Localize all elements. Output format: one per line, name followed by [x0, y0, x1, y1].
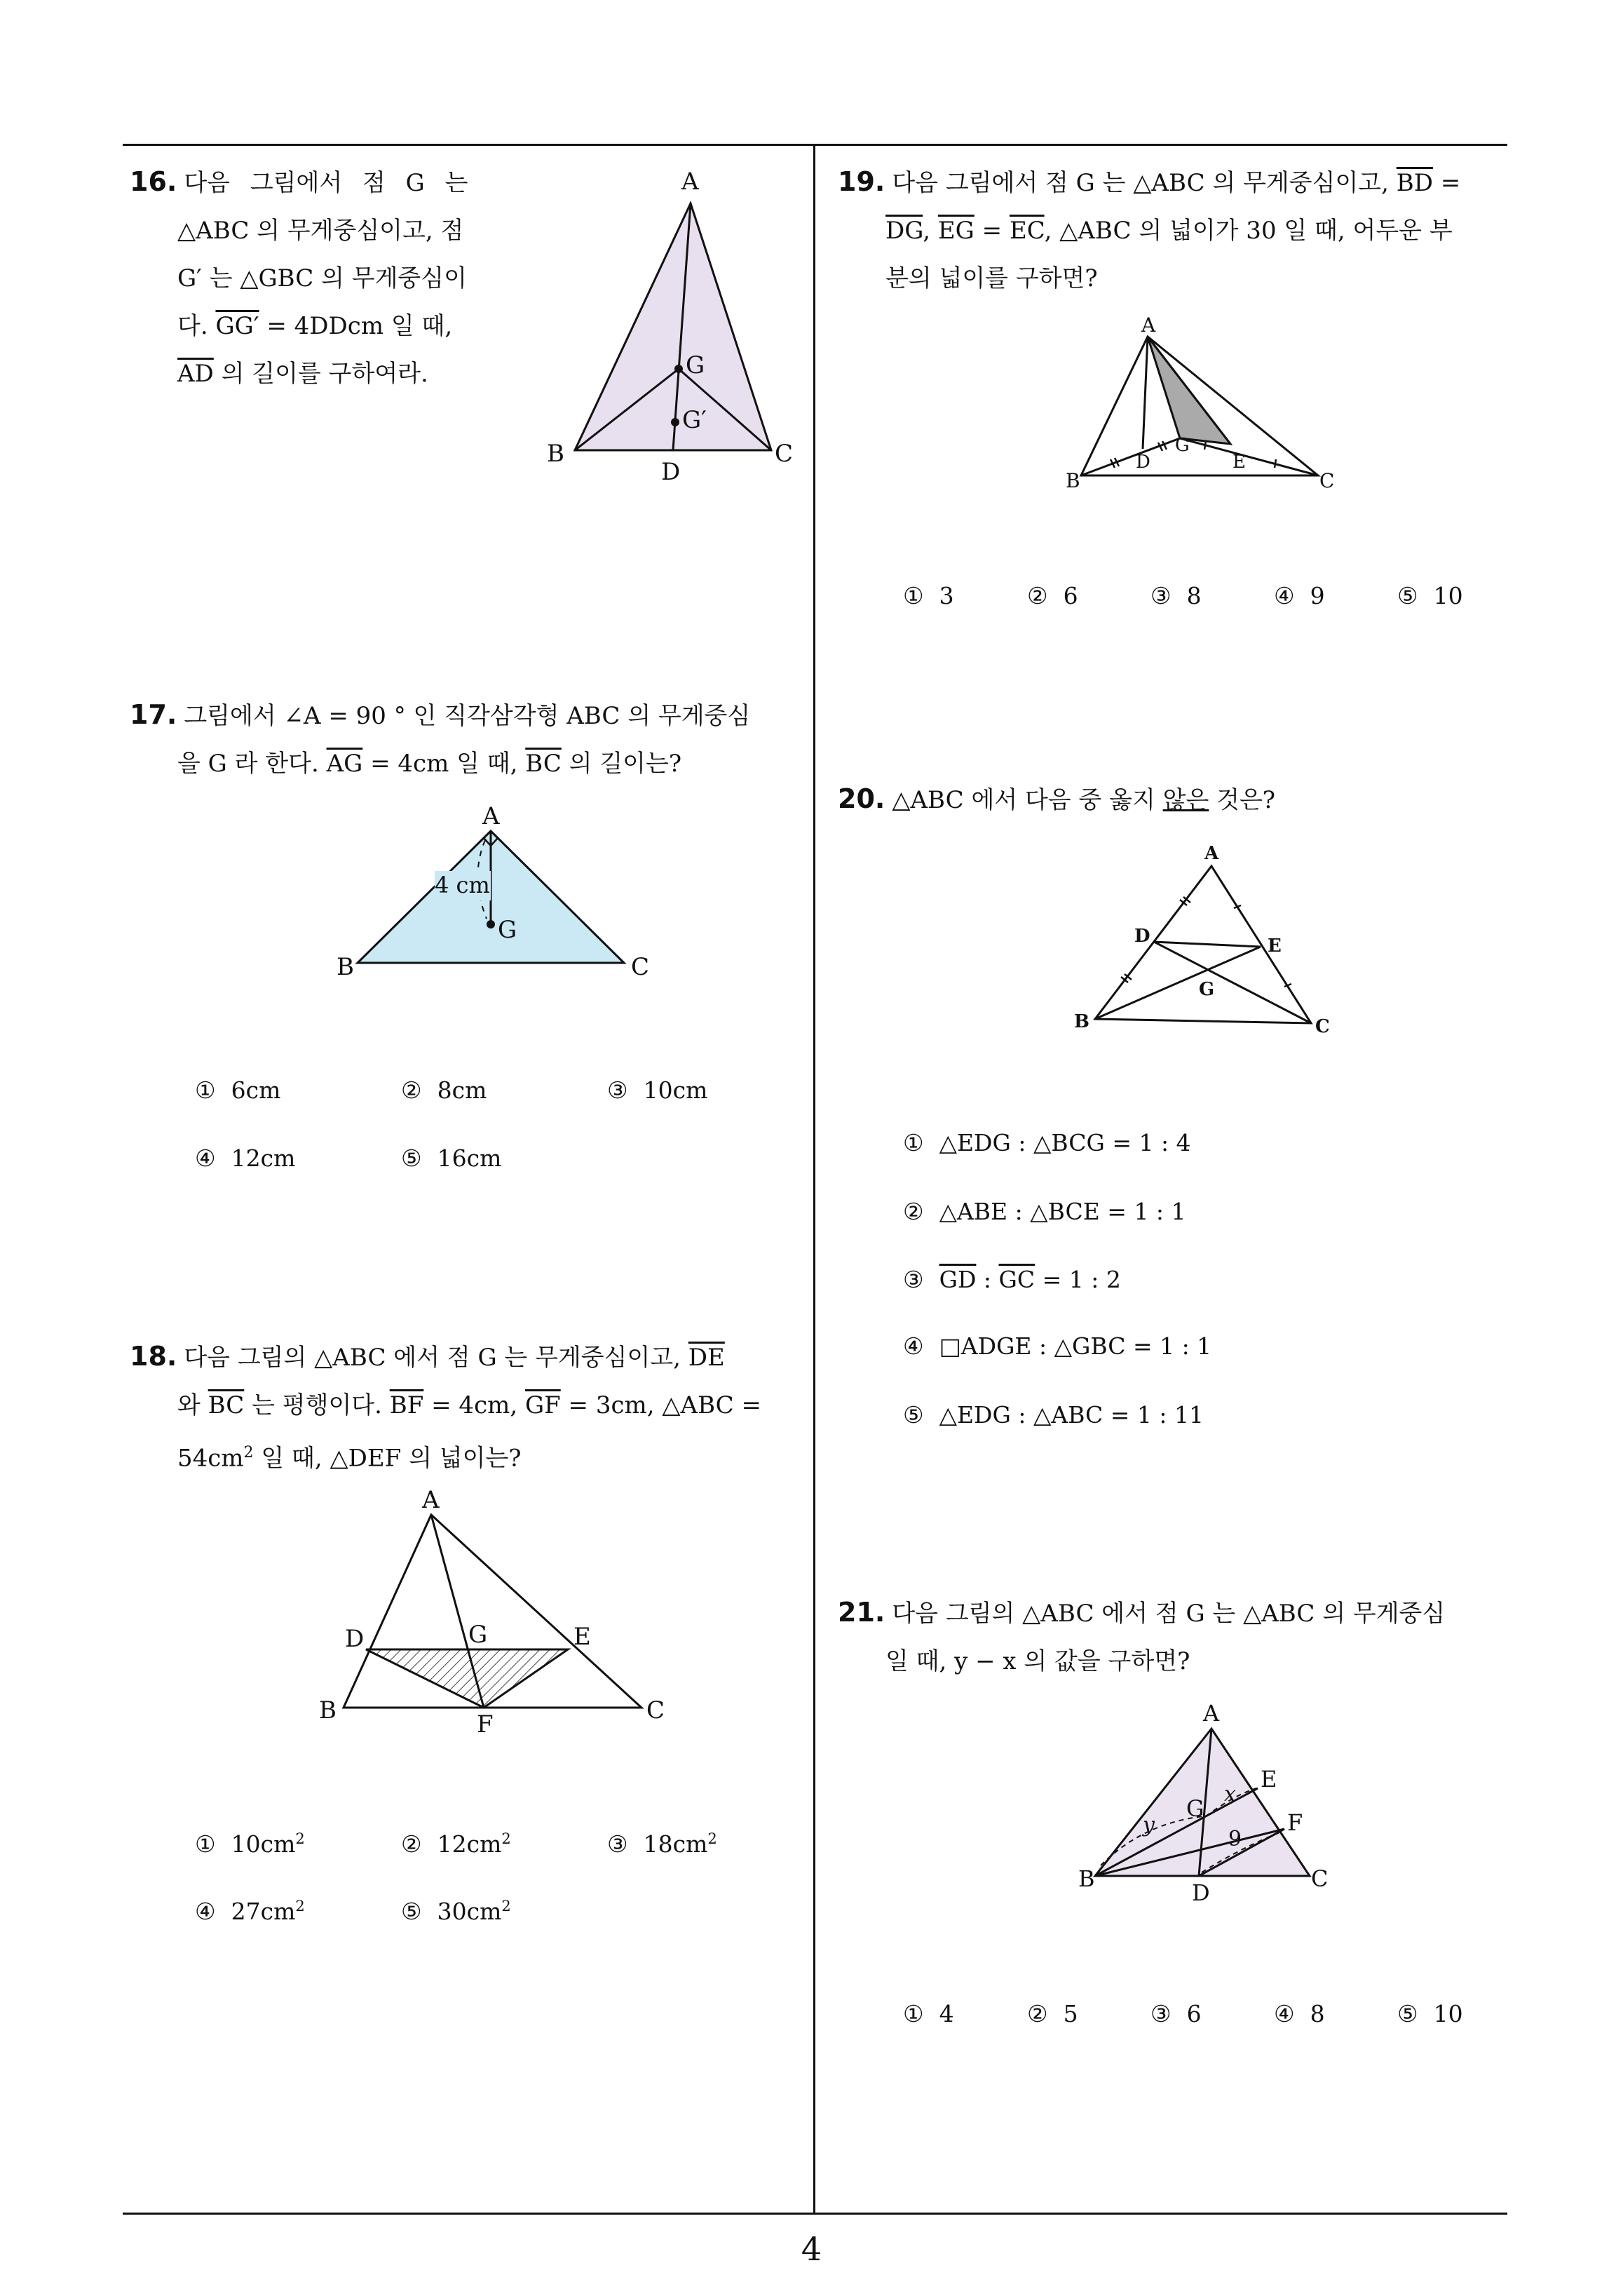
- question-text: 의 길이는?: [561, 750, 682, 778]
- question-text: ,: [923, 217, 938, 245]
- question-text: = 4cm,: [423, 1391, 525, 1419]
- question-number: 18.: [130, 1341, 177, 1372]
- option-text: △EDG : △ABC = 1 : 11: [939, 1401, 1204, 1429]
- question-text: 분의 넓이를 구하면?: [885, 264, 1098, 292]
- option-text: 12cm: [231, 1144, 296, 1172]
- segment-label: $\overline{GD}$: [939, 1266, 977, 1293]
- question-text: 54cm: [177, 1444, 244, 1473]
- label-b: B: [1078, 1865, 1095, 1892]
- option-text: 8: [1310, 2000, 1325, 2027]
- option-mark: ①: [195, 1076, 216, 1104]
- option-text: 16cm: [437, 1144, 502, 1172]
- option-mark: ②: [401, 1076, 422, 1104]
- q21-option-3[interactable]: [1150, 2000, 1202, 2027]
- option-text: △ABE : △BCE = 1 : 1: [939, 1198, 1186, 1225]
- superscript: 2: [501, 1830, 511, 1847]
- option-mark: ①: [195, 1830, 216, 1858]
- label-b: B: [547, 440, 564, 468]
- label-g: G: [468, 1621, 488, 1649]
- tick-mark: [1275, 459, 1276, 468]
- option-text: 3: [939, 582, 954, 609]
- option-text: 6: [1186, 2000, 1202, 2027]
- label-e: E: [1268, 936, 1282, 957]
- segment-label: $\overline{GC}$: [998, 1266, 1035, 1293]
- question-text: 다음 그림에서 점 G 는 △ABC 의 무게중심이고,: [892, 169, 1397, 197]
- question-text: 와: [177, 1391, 208, 1419]
- label-y: y: [1143, 1813, 1155, 1837]
- q17-option-2[interactable]: [401, 1076, 487, 1104]
- question-20: [838, 775, 1511, 824]
- option-text: 12cm: [437, 1830, 502, 1858]
- label-a: A: [422, 1487, 440, 1514]
- option-mark: ②: [1027, 582, 1048, 609]
- segment-label: $\overline{BF}$: [389, 1391, 424, 1419]
- label-g: G: [1199, 979, 1215, 1000]
- q16-figure: [533, 168, 813, 491]
- label-d: D: [661, 458, 681, 486]
- label-c: C: [775, 440, 794, 468]
- label-a: A: [482, 802, 500, 830]
- option-text: 8cm: [437, 1076, 487, 1104]
- question-text: =: [974, 217, 1010, 245]
- segment-label: $\overline{DE}$: [688, 1344, 725, 1372]
- q19-option-5[interactable]: [1397, 582, 1463, 609]
- option-text: △EDG : △BCG = 1 : 4: [939, 1129, 1191, 1156]
- segment-be: [1095, 947, 1261, 1019]
- label-b: B: [1074, 1011, 1089, 1032]
- question-text: G′ 는 △GBC 의 무게중심이: [177, 264, 467, 292]
- option-mark: ①: [903, 1129, 924, 1156]
- q18-option-5[interactable]: [401, 1898, 511, 1925]
- option-mark: ④: [195, 1898, 216, 1925]
- label-d: D: [1134, 926, 1150, 947]
- triangle-def: [366, 1649, 568, 1708]
- q18-figure: [315, 1487, 694, 1739]
- q21-option-1[interactable]: [903, 2000, 954, 2027]
- q21-option-5[interactable]: [1397, 2000, 1463, 2027]
- q21-option-2[interactable]: [1027, 2000, 1078, 2027]
- option-mark: ②: [401, 1830, 422, 1858]
- question-17: [130, 691, 803, 788]
- option-mark: ③: [607, 1830, 628, 1858]
- option-mark: ⑤: [1397, 2000, 1418, 2027]
- option-mark: ②: [903, 1198, 924, 1225]
- q19-option-1[interactable]: [903, 582, 954, 609]
- option-text: 10: [1433, 582, 1463, 609]
- question-21: [838, 1588, 1511, 1685]
- segment-label: $\overline{EC}$: [1009, 217, 1045, 245]
- superscript: 2: [707, 1830, 717, 1847]
- question-number: 19.: [838, 166, 885, 197]
- emphasis-not: 않은: [1162, 786, 1209, 814]
- option-text: = 1 : 2: [1035, 1266, 1121, 1293]
- option-text: 6: [1063, 582, 1078, 609]
- bottom-rule: [123, 2213, 1507, 2215]
- q20-option-1[interactable]: [903, 1129, 1191, 1156]
- superscript: 2: [295, 1898, 305, 1915]
- label-a: A: [1141, 313, 1156, 337]
- column-divider: [813, 144, 815, 2215]
- segment-gc: [1180, 438, 1318, 475]
- option-mark: ⑤: [401, 1144, 422, 1172]
- q20-option-3[interactable]: [903, 1266, 1121, 1293]
- question-text: = 4DDcm 일 때,: [259, 312, 453, 340]
- label-g: G: [1186, 1795, 1204, 1822]
- q17-option-5[interactable]: [401, 1144, 501, 1172]
- option-mark: ③: [903, 1266, 924, 1293]
- label-f: F: [477, 1710, 494, 1738]
- segment-de: [1154, 942, 1261, 947]
- segment-label: $\overline{BC}$: [525, 750, 562, 778]
- question-text: 을 G 라 한다.: [177, 750, 327, 778]
- label-c: C: [646, 1696, 665, 1724]
- option-text: 5: [1063, 2000, 1078, 2027]
- label-g: G: [1175, 435, 1190, 456]
- segment-label: $\overline{GF}$: [524, 1391, 561, 1419]
- label-d: D: [345, 1625, 365, 1653]
- label-c: C: [1319, 469, 1335, 492]
- label-b: B: [1066, 469, 1080, 492]
- label-g-prime: G′: [682, 406, 707, 434]
- label-g: G: [498, 916, 517, 944]
- option-text: 27cm: [231, 1898, 296, 1925]
- option-mark: ③: [1150, 582, 1172, 609]
- q17-option-4[interactable]: [195, 1144, 295, 1172]
- segment-label: $\overline{AG}$: [326, 750, 363, 778]
- q20-option-2[interactable]: [903, 1198, 1186, 1225]
- superscript: 2: [295, 1830, 305, 1847]
- option-text: 18cm: [643, 1830, 708, 1858]
- label-d: D: [1192, 1879, 1210, 1906]
- question-text: 것은?: [1209, 786, 1276, 814]
- q18-option-3[interactable]: [607, 1830, 717, 1858]
- segment-label: GG′: [215, 312, 259, 340]
- question-text: 일 때, y − x 의 값을 구하면?: [885, 1647, 1190, 1675]
- label-c: C: [1311, 1865, 1329, 1892]
- question-text: △ABC 에서 다음 중 옳지: [892, 786, 1163, 814]
- option-text: 10: [1433, 2000, 1463, 2027]
- label-b: B: [319, 1696, 337, 1724]
- question-text: 다.: [177, 312, 216, 340]
- label-d: D: [1136, 452, 1150, 473]
- question-text: 일 때, △DEF 의 넓이는?: [253, 1444, 522, 1473]
- triangle-abc: [575, 203, 771, 450]
- question-text: 다음 그림의 △ABC 에서 점 G 는 △ABC 의 무게중심: [892, 1600, 1446, 1628]
- superscript: 2: [243, 1444, 254, 1461]
- question-text: 다음 그림에서 점 G 는: [184, 169, 468, 197]
- segment-label: $\overline{AD}$: [177, 360, 214, 388]
- option-mark: ⑤: [1397, 582, 1418, 609]
- option-mark: ④: [1274, 582, 1295, 609]
- option-text: 4: [939, 2000, 954, 2027]
- q18-option-4[interactable]: [195, 1898, 305, 1925]
- question-19: [838, 158, 1511, 302]
- segment-label: $\overline{BD}$: [1396, 169, 1433, 197]
- question-text: △ABC 의 무게중심이고, 점: [177, 217, 464, 245]
- question-number: 21.: [838, 1597, 885, 1628]
- q21-option-4[interactable]: [1274, 2000, 1325, 2027]
- question-text: , △ABC 의 넓이가 30 일 때, 어두운 부: [1044, 217, 1453, 245]
- question-text: 그림에서 ∠A = 90 ° 인 직각삼각형 ABC 의 무게중심: [184, 702, 751, 730]
- label-a: A: [1204, 843, 1219, 864]
- q17-option-1[interactable]: [195, 1076, 280, 1104]
- question-text: 의 길이를 구하여라.: [213, 360, 428, 388]
- option-mark: ①: [903, 582, 924, 609]
- tick-mark: [1204, 441, 1206, 450]
- question-18: [130, 1332, 803, 1482]
- label-nine: 9: [1228, 1827, 1242, 1851]
- segment-label: $\overline{BC}$: [208, 1391, 245, 1419]
- point-g: [487, 920, 495, 928]
- option-mark: ④: [903, 1332, 924, 1360]
- option-mark: ⑤: [903, 1401, 924, 1429]
- segment-label: $\overline{EG}$: [937, 217, 975, 245]
- option-text: 10cm: [643, 1076, 708, 1104]
- option-mark: ②: [1027, 2000, 1048, 2027]
- option-text: 9: [1310, 582, 1325, 609]
- superscript: 2: [501, 1898, 511, 1915]
- q18-option-2[interactable]: [401, 1830, 511, 1858]
- option-text: 10cm: [231, 1830, 296, 1858]
- point-g-prime: [671, 418, 679, 426]
- point-g: [674, 365, 683, 373]
- label-b: B: [337, 953, 354, 981]
- option-mark: ④: [195, 1144, 216, 1172]
- option-mark: ④: [1274, 2000, 1295, 2027]
- question-text: =: [1433, 169, 1461, 197]
- question-number: 17.: [130, 699, 177, 730]
- segment-label: $\overline{DG}$: [885, 217, 923, 245]
- label-e: E: [1261, 1766, 1277, 1792]
- q17-option-3[interactable]: [607, 1076, 707, 1104]
- q19-option-3[interactable]: [1150, 582, 1202, 609]
- q18-option-1[interactable]: [195, 1830, 305, 1858]
- q20-option-5[interactable]: [903, 1401, 1204, 1429]
- question-text: 다음 그림의 △ABC 에서 점 G 는 무게중심이고,: [184, 1344, 688, 1372]
- question-text: 는 평행이다.: [244, 1391, 390, 1419]
- option-text: 6cm: [231, 1076, 281, 1104]
- q19-option-2[interactable]: [1027, 582, 1078, 609]
- label-x: x: [1224, 1782, 1236, 1807]
- option-mark: ③: [607, 1076, 628, 1104]
- option-text: □ADGE : △GBC = 1 : 1: [939, 1332, 1212, 1360]
- q19-figure: [1066, 312, 1346, 501]
- option-text: 30cm: [437, 1898, 502, 1925]
- question-number: 16.: [130, 166, 177, 197]
- option-mark: ①: [903, 2000, 924, 2027]
- label-a: A: [1203, 1700, 1220, 1727]
- question-text: = 4cm 일 때,: [362, 750, 526, 778]
- q20-option-4[interactable]: [903, 1332, 1211, 1360]
- label-c: C: [631, 953, 650, 981]
- label-e: E: [1232, 452, 1246, 473]
- q20-figure: [1066, 838, 1346, 1048]
- q17-figure: [330, 799, 666, 989]
- label-a: A: [681, 168, 699, 196]
- label-length: 4 cm: [435, 872, 490, 898]
- q19-option-4[interactable]: [1274, 582, 1325, 609]
- label-g: G: [686, 351, 705, 379]
- option-mark: ⑤: [401, 1898, 422, 1925]
- label-f: F: [1287, 1809, 1303, 1836]
- option-text: :: [976, 1266, 999, 1293]
- q21-figure: [1066, 1697, 1346, 1922]
- question-number: 20.: [838, 783, 885, 814]
- question-text: = 3cm, △ABC =: [560, 1391, 761, 1419]
- option-text: 8: [1186, 582, 1202, 609]
- option-mark: ③: [1150, 2000, 1172, 2027]
- segment-ad: [1143, 337, 1148, 449]
- label-e: E: [573, 1623, 591, 1651]
- question-16: [130, 158, 522, 398]
- label-c: C: [1315, 1016, 1330, 1037]
- page-number: 4: [801, 2230, 822, 2268]
